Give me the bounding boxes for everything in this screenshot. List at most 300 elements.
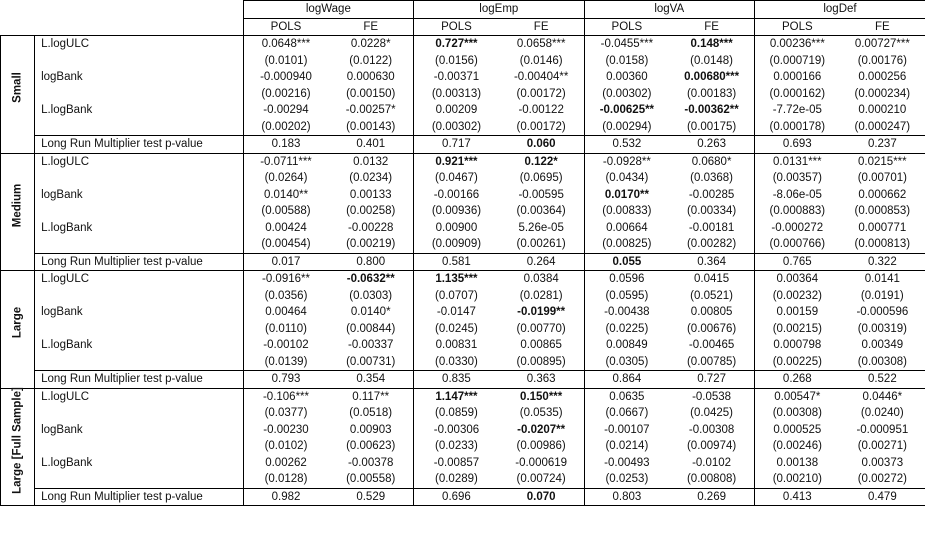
coef-cell: 0.0140* [350, 306, 391, 318]
se-cell: (0.0245) [414, 321, 499, 338]
coef-cell: -0.0632** [346, 273, 395, 285]
header-sub: POLS [754, 18, 839, 36]
coef-cell: -0.00595 [518, 188, 564, 201]
coef-cell: -0.00493 [584, 455, 669, 472]
se-cell: (0.0859) [414, 405, 499, 422]
coef-cell: 0.00133 [349, 188, 392, 201]
row-label-pvalue: Long Run Multiplier test p-value [35, 253, 244, 271]
se-cell: (0.0234) [349, 172, 393, 184]
se-cell: (0.0289) [414, 471, 499, 488]
header-sub: FE [840, 18, 925, 36]
coef-cell: -0.00102 [243, 337, 328, 354]
pvalue-cell: 0.264 [499, 253, 584, 271]
coef-cell: 0.00424 [243, 220, 328, 237]
se-cell: (0.00558) [346, 473, 396, 485]
coef-cell: -0.00230 [243, 422, 328, 439]
se-cell: (0.00176) [857, 54, 907, 67]
coef-cell: -0.0102 [692, 456, 732, 469]
table-row [1, 187, 925, 204]
coef-cell: 0.00364 [754, 271, 839, 288]
se-cell: (0.00302) [584, 86, 669, 103]
pvalue-cell: 0.017 [243, 253, 328, 271]
table-row [1, 321, 925, 338]
coef-cell: -0.0207** [517, 423, 566, 436]
se-cell: (0.00844) [346, 322, 396, 335]
header-sub: POLS [414, 18, 499, 36]
se-cell: (0.0233) [414, 438, 499, 455]
pvalue-cell: 0.354 [328, 371, 413, 389]
header-sub: POLS [243, 18, 328, 36]
se-cell: (0.00334) [686, 205, 737, 217]
row-label: L.logBank [41, 339, 93, 351]
se-cell: (0.00216) [243, 86, 328, 103]
panel-group-cell [1, 271, 35, 389]
coef-cell: 0.00464 [243, 304, 328, 321]
pvalue-cell: 0.522 [840, 371, 925, 389]
se-cell: (0.00143) [346, 120, 396, 133]
se-cell: (0.00272) [857, 473, 907, 485]
coef-cell: 0.921*** [414, 153, 499, 170]
coef-cell: 0.00865 [520, 339, 562, 351]
se-cell: (0.0518) [349, 407, 393, 419]
se-cell: (0.0305) [584, 354, 669, 371]
coef-cell: -0.00228 [348, 221, 394, 234]
coef-cell: 0.000662 [858, 188, 907, 201]
se-cell: (0.0214) [584, 438, 669, 455]
coef-cell: 0.00849 [584, 337, 669, 354]
coef-cell: 0.00349 [861, 339, 904, 351]
table-row [1, 220, 925, 237]
table-row [1, 422, 925, 439]
se-cell: (0.00172) [516, 120, 566, 133]
coef-cell: 0.117** [352, 390, 390, 403]
se-cell: (0.00357) [754, 170, 839, 187]
se-cell: (0.00808) [686, 473, 737, 485]
row-label: L.logBank [41, 104, 93, 116]
row-label [35, 203, 244, 220]
pvalue-cell: 0.060 [499, 136, 584, 154]
coef-cell: 0.00727*** [854, 38, 910, 50]
row-label: L.logULC [41, 390, 90, 403]
se-cell: (0.00215) [754, 321, 839, 338]
pvalue-cell: 0.800 [328, 253, 413, 271]
coef-cell: 0.0648*** [243, 36, 328, 53]
coef-cell: 0.00903 [349, 423, 392, 436]
se-cell: (0.0110) [243, 321, 328, 338]
se-cell: (0.0128) [243, 471, 328, 488]
se-cell: (0.000719) [754, 53, 839, 70]
pvalue-cell: 0.269 [669, 488, 754, 506]
se-cell: (0.00319) [857, 322, 907, 335]
se-cell: (0.0156) [414, 53, 499, 70]
pvalue-cell: 0.479 [840, 488, 925, 506]
se-cell: (0.00219) [346, 238, 396, 250]
se-cell: (0.0146) [519, 54, 563, 67]
se-cell: (0.00175) [686, 120, 737, 133]
se-cell: (0.0191) [860, 289, 904, 302]
coef-cell: 1.135*** [414, 271, 499, 288]
se-cell: (0.0240) [860, 407, 904, 419]
se-cell: (0.00974) [686, 440, 737, 452]
coef-cell: -0.000951 [856, 423, 909, 436]
row-label: L.logULC [41, 273, 90, 285]
row-label: logBank [41, 71, 83, 83]
se-cell: (0.00150) [346, 87, 396, 100]
coef-cell: 0.0680* [691, 155, 732, 168]
se-cell: (0.00936) [414, 203, 499, 220]
se-cell: (0.00454) [243, 236, 328, 253]
coef-cell: 0.00547* [754, 388, 839, 405]
table-row [1, 86, 925, 103]
table-row [1, 53, 925, 70]
se-cell: (0.00313) [414, 86, 499, 103]
coef-cell: -0.0711*** [243, 153, 328, 170]
se-cell: (0.00833) [584, 203, 669, 220]
header-group-logwage: logWage [243, 1, 413, 19]
pvalue-cell: 0.237 [840, 136, 925, 154]
header-group-logemp: logEmp [414, 1, 584, 19]
se-cell: (0.00258) [346, 205, 396, 217]
coef-cell: 0.0140** [243, 187, 328, 204]
coef-cell: -0.00465 [688, 339, 735, 351]
row-label-pvalue: Long Run Multiplier test p-value [35, 371, 244, 389]
pvalue-cell: 0.793 [243, 371, 328, 389]
table-row [1, 102, 925, 119]
se-cell: (0.00246) [754, 438, 839, 455]
header-group-logdef: logDef [754, 1, 925, 19]
table-row [1, 438, 925, 455]
coef-cell: 0.00360 [584, 69, 669, 86]
se-cell: (0.000162) [754, 86, 839, 103]
se-cell: (0.000234) [854, 87, 911, 100]
se-cell: (0.0356) [243, 288, 328, 305]
se-cell: (0.0264) [243, 170, 328, 187]
coef-cell: 0.00209 [414, 102, 499, 119]
row-label-pvalue: Long Run Multiplier test p-value [35, 488, 244, 506]
pvalue-cell: 0.363 [499, 371, 584, 389]
table-row [1, 405, 925, 422]
coef-cell: 0.0228* [350, 38, 391, 50]
row-label: L.logULC [41, 155, 90, 168]
panel-group-cell [1, 36, 35, 154]
se-cell: (0.0281) [519, 289, 563, 302]
se-cell: (0.0101) [243, 53, 328, 70]
se-cell: (0.00986) [516, 440, 566, 452]
pvalue-cell: 0.055 [584, 253, 669, 271]
table-row [1, 170, 925, 187]
table-row [1, 337, 925, 354]
pvalue-cell: 0.364 [669, 253, 754, 271]
coef-cell: 0.0415 [694, 273, 730, 285]
se-cell: (0.00770) [516, 322, 566, 335]
panel-group-label: Small [11, 72, 24, 104]
se-cell: (0.00294) [584, 119, 669, 136]
coef-cell: 0.00805 [690, 306, 733, 318]
coef-cell: 0.00900 [414, 220, 499, 237]
pvalue-cell: 0.322 [840, 253, 925, 271]
coef-cell: 0.0132 [353, 155, 389, 168]
coef-cell: -0.00181 [688, 221, 735, 234]
pvalue-cell: 0.529 [328, 488, 413, 506]
se-cell: (0.0158) [584, 53, 669, 70]
se-cell: (0.00210) [754, 471, 839, 488]
table-row [1, 354, 925, 371]
coef-cell: -0.00371 [414, 69, 499, 86]
se-cell: (0.00364) [516, 205, 566, 217]
coef-cell: 0.148*** [690, 38, 733, 50]
coef-cell: -0.00122 [518, 104, 564, 116]
coef-cell: 5.26e-05 [518, 221, 564, 234]
se-cell: (0.00271) [857, 440, 907, 452]
coef-cell: -0.00294 [243, 102, 328, 119]
pvalue-cell: 0.183 [243, 136, 328, 154]
coef-cell: -0.000596 [856, 306, 909, 318]
table-row-pvalue [1, 371, 925, 389]
coef-cell: -0.0916** [243, 271, 328, 288]
coef-cell: 0.00262 [243, 455, 328, 472]
coef-cell: -0.00166 [414, 187, 499, 204]
se-cell: (0.000247) [854, 120, 911, 133]
se-cell: (0.0535) [519, 407, 563, 419]
table-row [1, 203, 925, 220]
coef-cell: 0.00159 [754, 304, 839, 321]
coef-cell: 0.000210 [858, 104, 907, 116]
coef-cell: -0.0455*** [584, 36, 669, 53]
se-cell: (0.00731) [346, 355, 396, 368]
row-label: L.logULC [41, 38, 90, 50]
se-cell: (0.0225) [584, 321, 669, 338]
pvalue-cell: 0.693 [754, 136, 839, 154]
se-cell: (0.0139) [243, 354, 328, 371]
table-row [1, 455, 925, 472]
se-cell: (0.00909) [414, 236, 499, 253]
pvalue-cell: 0.532 [584, 136, 669, 154]
coef-cell: 0.150*** [520, 390, 563, 403]
coef-cell: -7.72e-05 [754, 102, 839, 119]
se-cell: (0.00308) [857, 355, 907, 368]
header-group-logva: logVA [584, 1, 754, 19]
coef-cell: 0.0141 [864, 273, 900, 285]
se-cell: (0.0148) [690, 54, 734, 67]
se-cell: (0.00225) [754, 354, 839, 371]
pvalue-cell: 0.803 [584, 488, 669, 506]
coef-cell: 0.0131*** [754, 153, 839, 170]
header-sub: FE [669, 18, 754, 36]
pvalue-cell: 0.413 [754, 488, 839, 506]
se-cell: (0.000813) [854, 238, 911, 250]
pvalue-cell: 0.717 [414, 136, 499, 154]
se-cell: (0.0368) [690, 172, 734, 184]
table-row [1, 471, 925, 488]
se-cell: (0.00261) [516, 238, 566, 250]
coef-cell: -0.00306 [414, 422, 499, 439]
coef-cell: 0.000798 [754, 337, 839, 354]
se-cell: (0.0595) [584, 288, 669, 305]
row-label [35, 236, 244, 253]
table-row-pvalue [1, 253, 925, 271]
coef-cell: -0.00257* [345, 104, 396, 116]
table-row [1, 288, 925, 305]
row-label [35, 405, 244, 422]
se-cell: (0.0667) [584, 405, 669, 422]
se-cell: (0.000766) [754, 236, 839, 253]
panel-group-label: Medium [11, 183, 24, 227]
pvalue-cell: 0.696 [414, 488, 499, 506]
se-cell: (0.00202) [243, 119, 328, 136]
coef-cell: -0.00438 [584, 304, 669, 321]
coef-cell: 0.0215*** [858, 155, 907, 168]
table-row [1, 153, 925, 170]
coef-cell: -0.000619 [515, 456, 568, 469]
coef-cell: -0.0538 [692, 390, 732, 403]
coef-cell: -0.00362** [684, 104, 739, 116]
row-label [35, 170, 244, 187]
corner-cell [35, 18, 244, 36]
table-row [1, 119, 925, 136]
se-cell: (0.0330) [414, 354, 499, 371]
pvalue-cell: 0.982 [243, 488, 328, 506]
panel-group-cell [1, 153, 35, 271]
coef-cell: -0.00107 [584, 422, 669, 439]
panel-group-label: Large [11, 307, 24, 339]
se-cell: (0.00183) [686, 87, 737, 100]
row-label: L.logBank [41, 221, 93, 234]
se-cell: (0.0695) [519, 172, 563, 184]
header-sub: FE [499, 18, 584, 36]
panel-group-label: Large [Full Sample] [11, 386, 24, 494]
row-label: logBank [41, 306, 83, 318]
table-row-pvalue [1, 136, 925, 154]
pvalue-cell: 0.864 [584, 371, 669, 389]
se-cell: (0.000853) [854, 205, 911, 217]
coef-cell: -0.0928** [584, 153, 669, 170]
row-label: logBank [41, 188, 83, 201]
coef-cell: -0.00337 [348, 339, 394, 351]
se-cell: (0.0122) [349, 54, 393, 67]
se-cell: (0.000883) [754, 203, 839, 220]
coef-cell: 0.0170** [584, 187, 669, 204]
coef-cell: 0.00831 [414, 337, 499, 354]
coef-cell: -0.00285 [688, 188, 735, 201]
se-cell: (0.0303) [349, 289, 393, 302]
se-cell: (0.00232) [754, 288, 839, 305]
se-cell: (0.000178) [754, 119, 839, 136]
row-label [35, 86, 244, 103]
row-label [35, 53, 244, 70]
se-cell: (0.0521) [690, 289, 734, 302]
table-row [1, 36, 925, 53]
coef-cell: 0.0446* [862, 390, 903, 403]
se-cell: (0.0425) [690, 407, 734, 419]
coef-cell: -0.00404** [513, 71, 569, 83]
header-sub: POLS [584, 18, 669, 36]
se-cell: (0.00895) [516, 355, 566, 368]
coef-cell: -0.00378 [348, 456, 394, 469]
se-cell: (0.0434) [584, 170, 669, 187]
se-cell: (0.00308) [754, 405, 839, 422]
pvalue-cell: 0.070 [499, 488, 584, 506]
se-cell: (0.0253) [584, 471, 669, 488]
coef-cell: 0.00680*** [684, 71, 740, 83]
pvalue-cell: 0.581 [414, 253, 499, 271]
row-label [35, 321, 244, 338]
se-cell: (0.00172) [516, 87, 566, 100]
coef-cell: -0.00308 [688, 423, 735, 436]
coef-cell: 0.00664 [584, 220, 669, 237]
coef-cell: -8.06e-05 [754, 187, 839, 204]
coef-cell: 0.000525 [754, 422, 839, 439]
se-cell: (0.00785) [686, 355, 737, 368]
row-label: logBank [41, 423, 83, 436]
row-label [35, 354, 244, 371]
pvalue-cell: 0.765 [754, 253, 839, 271]
coef-cell: -0.00625** [584, 102, 669, 119]
table-row [1, 236, 925, 253]
panel-group-cell [1, 388, 35, 506]
coef-cell: 0.000256 [858, 71, 907, 83]
coef-cell: -0.0147 [414, 304, 499, 321]
coef-cell: 0.00373 [861, 456, 904, 469]
coef-cell: -0.106*** [243, 388, 328, 405]
coef-cell: 0.0635 [584, 388, 669, 405]
corner-cell [1, 1, 35, 19]
coef-cell: -0.000272 [754, 220, 839, 237]
row-label: L.logBank [41, 456, 93, 469]
table-row [1, 271, 925, 288]
row-label [35, 438, 244, 455]
row-label [35, 288, 244, 305]
row-label-pvalue: Long Run Multiplier test p-value [35, 136, 244, 154]
se-cell: (0.00676) [686, 322, 737, 335]
se-cell: (0.00282) [686, 238, 737, 250]
se-cell: (0.00701) [857, 172, 907, 184]
header-sub-row [1, 18, 925, 36]
table-row-pvalue [1, 488, 925, 506]
se-cell: (0.0377) [243, 405, 328, 422]
table-body [1, 36, 925, 506]
se-cell: (0.0102) [243, 438, 328, 455]
coef-cell: 0.000771 [858, 221, 907, 234]
coef-cell: 0.0596 [584, 271, 669, 288]
coef-cell: -0.000940 [243, 69, 328, 86]
header-group-row [1, 1, 925, 19]
pvalue-cell: 0.727 [669, 371, 754, 389]
corner-cell [35, 1, 244, 19]
coef-cell: 0.0658*** [516, 38, 566, 50]
table-row [1, 69, 925, 86]
header-sub: FE [328, 18, 413, 36]
pvalue-cell: 0.263 [669, 136, 754, 154]
coef-cell: -0.0199** [517, 306, 566, 318]
se-cell: (0.0467) [414, 170, 499, 187]
se-cell: (0.0707) [414, 288, 499, 305]
coef-cell: -0.00857 [414, 455, 499, 472]
se-cell: (0.00623) [346, 440, 396, 452]
coef-cell: 0.00138 [754, 455, 839, 472]
row-label [35, 119, 244, 136]
se-cell: (0.00825) [584, 236, 669, 253]
se-cell: (0.00302) [414, 119, 499, 136]
coef-cell: 0.727*** [414, 36, 499, 53]
coef-cell: 0.00236*** [754, 36, 839, 53]
coef-cell: 0.122* [524, 155, 558, 168]
table-row [1, 388, 925, 405]
pvalue-cell: 0.268 [754, 371, 839, 389]
se-cell: (0.00724) [516, 473, 566, 485]
pvalue-cell: 0.835 [414, 371, 499, 389]
coef-cell: 0.0384 [523, 273, 559, 285]
coef-cell: 0.000166 [754, 69, 839, 86]
